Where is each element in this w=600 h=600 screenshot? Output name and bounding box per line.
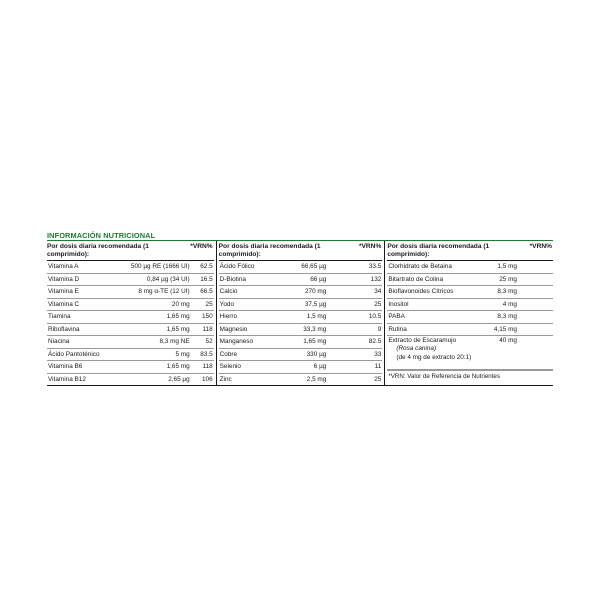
table-row [219, 286, 383, 299]
nutrient-name: Ácido Fólico [219, 263, 255, 270]
table-row [219, 311, 383, 324]
panel-title: INFORMACIÓN NUTRICIONAL [47, 231, 553, 241]
table-row [387, 311, 553, 324]
nutrient-amount: 8,3 mg [497, 288, 517, 295]
nutrient-name: D-Biotina [219, 275, 246, 283]
header-vrn: *VRN% [529, 243, 552, 250]
nutrition-panel [47, 231, 553, 386]
nutrient-amount: 2,5 mg [306, 375, 327, 383]
nutrient-name: Rutina [388, 325, 407, 333]
nutrient-amount: 500 µg RE (1666 UI) [130, 263, 190, 270]
nutrient-vrn: 33.5 [368, 263, 382, 270]
nutrient-amount: 1,5 mg [497, 263, 517, 270]
nutrient-vrn: 106 [201, 375, 213, 383]
nutrient-amount: 1,65 mg [166, 313, 190, 320]
nutrient-vrn: 25 [374, 375, 382, 383]
table-row [47, 274, 214, 287]
nutrient-vrn: 132 [370, 275, 382, 283]
table-row [47, 324, 214, 337]
table-row [219, 349, 383, 362]
nutrient-vrn: 11 [374, 363, 382, 370]
nutrient-name: Vitamina C [48, 300, 80, 308]
table-row [47, 349, 214, 362]
nutrient-vrn: 9 [377, 325, 382, 333]
nutrient-amount: 33,3 mg [303, 325, 327, 333]
nutrient-vrn: 66.5 [200, 288, 213, 295]
nutrient-amount: 2,65 µg [168, 375, 190, 383]
nutrient-name: Bitartrato de Colina [388, 275, 444, 283]
nutrient-name: Vitamina E [48, 288, 79, 295]
nutrient-vrn: 10.5 [368, 313, 382, 320]
nutrient-name: Bioflavonoides Cítricos [388, 288, 454, 295]
header-vrn: *VRN% [190, 243, 213, 250]
nutrient-name: Vitamina B6 [48, 363, 83, 370]
nutrient-name: Vitamina B12 [48, 375, 86, 383]
nutrient-amount: 6 µg [313, 363, 327, 370]
table-row [219, 261, 383, 274]
column-1 [47, 241, 216, 385]
column-3 [384, 241, 553, 385]
nutrient-vrn: 25 [205, 300, 213, 308]
nutrient-name: Calcio [219, 288, 238, 295]
nutrient-name: Vitamina D [48, 275, 80, 283]
nutrient-amount: 1,65 mg [166, 325, 190, 333]
table-row [387, 324, 553, 337]
nutrient-name: Niacina [48, 338, 70, 345]
column-2 [216, 241, 385, 385]
nutrient-amount: 1,65 mg [166, 363, 190, 370]
table-row [47, 286, 214, 299]
table-row [387, 274, 553, 287]
nutrient-amount: 5 mg [175, 350, 190, 358]
nutrient-amount: 40 mg [499, 337, 517, 344]
nutrient-amount: 20 mg [171, 300, 190, 308]
table-row [47, 311, 214, 324]
table-row [219, 374, 383, 386]
header-label: Por dosis diaria recomendada (1 comprimido): [387, 243, 490, 258]
nutrient-name: Cobre [219, 350, 238, 358]
table-row [387, 286, 553, 299]
nutrient-name: Tiamina [48, 313, 71, 320]
nutrient-amount: 4,15 mg [493, 325, 517, 333]
nutrient-vrn: 62.5 [200, 263, 213, 270]
table-row [219, 336, 383, 349]
header-label: Por dosis diaria recomendada (1 comprimido): [218, 243, 321, 258]
nutrient-amount: 66,65 µg [301, 263, 327, 270]
nutrient-subnote: (Rosa canina) [396, 345, 437, 352]
nutrition-columns [47, 241, 553, 386]
nutrient-amount: 4 mg [502, 300, 517, 308]
nutrient-vrn: 52 [205, 338, 213, 345]
table-row [219, 274, 383, 287]
nutrient-amount: 37,5 µg [304, 300, 327, 308]
nutrient-vrn: 118 [202, 325, 213, 333]
rows-col2 [219, 261, 383, 385]
nutrient-vrn: 16.5 [200, 275, 213, 283]
table-row [387, 299, 553, 312]
table-row [387, 336, 553, 370]
column-header [47, 241, 214, 261]
nutrient-name: Hierro [219, 313, 238, 320]
nutrient-name: Inositol [388, 300, 409, 308]
nutrient-vrn: 33 [374, 350, 382, 358]
nutrient-name: Clorhidrato de Betaina [388, 263, 452, 270]
rows-col3 [387, 261, 553, 370]
nutrient-amount: 1,5 mg [306, 313, 327, 320]
nutrient-amount: 66 µg [310, 275, 327, 283]
table-row [47, 361, 214, 374]
nutrient-vrn: 83.5 [200, 350, 213, 358]
nutrient-amount: 0,84 µg (34 UI) [146, 275, 190, 283]
table-row [47, 374, 214, 386]
table-row [47, 336, 214, 349]
nutrient-name: Yodo [219, 300, 234, 308]
nutrient-name: Selenio [219, 363, 241, 370]
nutrient-vrn: 150 [201, 313, 213, 320]
column-header [219, 241, 383, 261]
nutrient-amount: 330 µg [306, 350, 327, 358]
table-row [219, 299, 383, 312]
table-row [47, 299, 214, 312]
nutrient-amount: 8,3 mg NE [159, 338, 190, 345]
nutrient-name: Extracto de Escaramujo [388, 337, 457, 344]
nutrient-amount: 270 mg [304, 288, 327, 295]
nutrient-name: Riboflavina [48, 325, 80, 333]
table-row [219, 361, 383, 374]
nutrient-name: PABA [388, 313, 405, 320]
nutrient-name: Ácido Pantoténico [48, 350, 100, 358]
nutrient-amount: 25 mg [499, 275, 517, 283]
nutrient-amount: 8,3 mg [497, 313, 517, 320]
nutrient-amount: 1,65 mg [303, 338, 327, 345]
table-row [219, 324, 383, 337]
header-vrn: *VRN% [358, 243, 382, 250]
nutrient-vrn: 25 [374, 300, 382, 308]
table-row [387, 261, 553, 274]
nutrient-name: Zinc [219, 375, 232, 383]
nutrient-name: Manganeso [219, 338, 254, 345]
nutrient-name: Magnesio [219, 325, 248, 333]
rows-col1 [47, 261, 214, 385]
table-row [47, 261, 214, 274]
nutrient-amount: 8 mg α-TE (12 UI) [138, 288, 190, 295]
footnote [387, 370, 553, 383]
footnote-text: *VRN: Valor de Referencia de Nutrientes [388, 373, 500, 380]
header-label: Por dosis diaria recomendada (1 comprimido): [47, 243, 149, 258]
nutrient-vrn: 34 [374, 288, 382, 295]
nutrient-vrn: 82.5 [368, 338, 382, 345]
nutrient-subnote-2: (de 4 mg de extracto 20:1) [396, 353, 472, 361]
nutrient-vrn: 118 [202, 363, 213, 370]
column-header [387, 241, 553, 261]
nutrient-name: Vitamina A [48, 263, 79, 270]
